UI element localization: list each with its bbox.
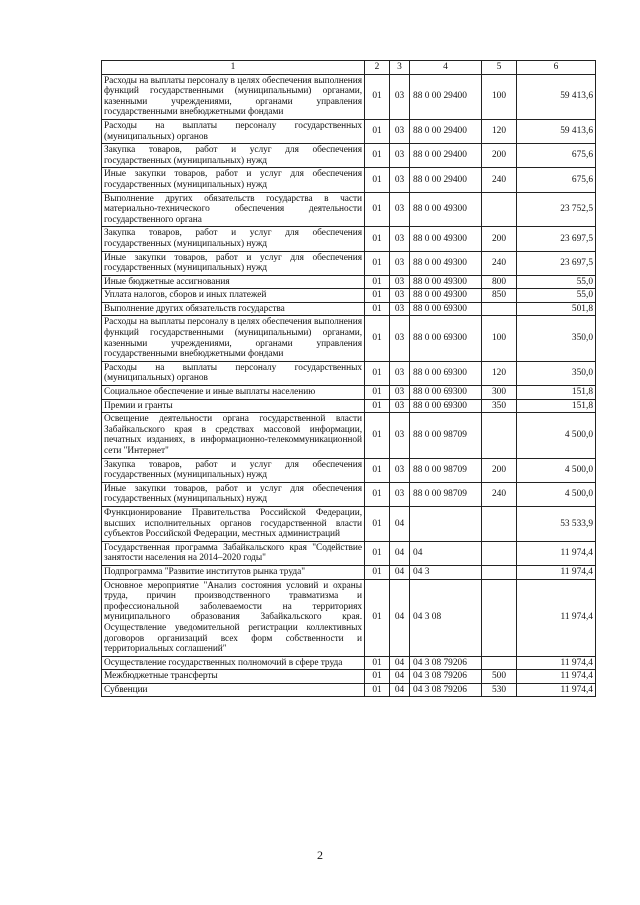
row-subsection: 03	[390, 386, 410, 400]
row-target-article: 88 0 00 98709	[410, 482, 482, 506]
row-subsection: 03	[390, 316, 410, 361]
row-section: 01	[365, 302, 390, 316]
table-row	[102, 579, 596, 656]
row-name: Социальное обеспечение и иные выплаты населению	[102, 386, 365, 400]
row-expense-type: 100	[482, 74, 517, 119]
row-subsection: 04	[390, 565, 410, 579]
budget-table	[101, 60, 596, 697]
row-target-article: 04	[410, 541, 482, 565]
row-expense-type	[482, 506, 517, 541]
col-header-section: 2	[365, 61, 390, 75]
table-row	[102, 670, 596, 684]
row-subsection: 03	[390, 458, 410, 482]
row-name: Иные закупки товаров, работ и услуг для обеспечения государственных (муниципальных) нужд	[102, 251, 365, 275]
row-subsection: 03	[390, 275, 410, 289]
row-target-article: 88 0 00 98709	[410, 413, 482, 458]
row-amount: 59 413,6	[517, 119, 596, 143]
row-subsection: 03	[390, 302, 410, 316]
row-target-article: 88 0 00 49300	[410, 289, 482, 303]
row-expense-type: 500	[482, 670, 517, 684]
row-name: Закупка товаров, работ и услуг для обеспечения государственных (муниципальных) нужд	[102, 458, 365, 482]
row-amount: 23 697,5	[517, 251, 596, 275]
row-amount: 11 974,4	[517, 579, 596, 656]
row-target-article: 04 3 08	[410, 579, 482, 656]
row-section: 01	[365, 656, 390, 670]
row-section: 01	[365, 565, 390, 579]
row-name: Государственная программа Забайкальского края "Содействие занятости населения на 2014–2020 годы"	[102, 541, 365, 565]
row-name: Уплата налогов, сборов и иных платежей	[102, 289, 365, 303]
row-amount: 350,0	[517, 316, 596, 361]
row-target-article: 88 0 00 49300	[410, 275, 482, 289]
row-name: Межбюджетные трансферты	[102, 670, 365, 684]
row-expense-type: 200	[482, 458, 517, 482]
table-row	[102, 275, 596, 289]
row-name: Расходы на выплаты персоналу государственных (муниципальных) органов	[102, 361, 365, 385]
row-subsection: 03	[390, 399, 410, 413]
row-section: 01	[365, 192, 390, 227]
row-name: Основное мероприятие "Анализ состояния условий и охраны труда, причин производственного травматизма и профессиональной заболеваемости на территориях муниципального образования Забайкальского края. Осуществление уведомительной регистрации коллективных договоров организаций всех форм собственности и территориальных соглашений"	[102, 579, 365, 656]
row-subsection: 03	[390, 251, 410, 275]
row-subsection: 03	[390, 144, 410, 168]
table-row	[102, 289, 596, 303]
row-name: Расходы на выплаты персоналу государственных (муниципальных) органов	[102, 119, 365, 143]
row-section: 01	[365, 670, 390, 684]
row-subsection: 03	[390, 413, 410, 458]
row-expense-type: 240	[482, 251, 517, 275]
row-amount: 151,8	[517, 399, 596, 413]
row-expense-type: 530	[482, 683, 517, 697]
row-name: Осуществление государственных полномочий в сфере труда	[102, 656, 365, 670]
row-name: Функционирование Правительства Российской Федерации, высших исполнительных органов государственной власти субъектов Российской Федерации, местных администраций	[102, 506, 365, 541]
row-expense-type: 200	[482, 144, 517, 168]
row-target-article: 88 0 00 29400	[410, 74, 482, 119]
row-expense-type	[482, 565, 517, 579]
row-subsection: 03	[390, 227, 410, 251]
row-name: Премии и гранты	[102, 399, 365, 413]
row-expense-type	[482, 579, 517, 656]
row-section: 01	[365, 289, 390, 303]
row-name: Закупка товаров, работ и услуг для обеспечения государственных (муниципальных) нужд	[102, 144, 365, 168]
row-subsection: 03	[390, 168, 410, 192]
row-section: 01	[365, 506, 390, 541]
row-subsection: 03	[390, 289, 410, 303]
row-expense-type	[482, 413, 517, 458]
row-section: 01	[365, 683, 390, 697]
row-amount: 59 413,6	[517, 74, 596, 119]
row-name: Освещение деятельности органа государственной власти Забайкальского края в средствах массовой информации, печатных изданиях, в информационно-телекоммуникационной сети "Интернет"	[102, 413, 365, 458]
page-number: 2	[317, 848, 323, 862]
table-row	[102, 656, 596, 670]
row-target-article: 88 0 00 69300	[410, 386, 482, 400]
row-name: Подпрограмма "Развитие институтов рынка труда"	[102, 565, 365, 579]
row-amount: 675,6	[517, 168, 596, 192]
row-amount: 23 697,5	[517, 227, 596, 251]
row-target-article: 88 0 00 29400	[410, 168, 482, 192]
row-subsection: 03	[390, 482, 410, 506]
row-subsection: 03	[390, 74, 410, 119]
row-section: 01	[365, 74, 390, 119]
row-target-article: 88 0 00 69300	[410, 399, 482, 413]
row-amount: 23 752,5	[517, 192, 596, 227]
row-expense-type: 350	[482, 399, 517, 413]
table-row	[102, 413, 596, 458]
table-row	[102, 168, 596, 192]
row-name: Иные закупки товаров, работ и услуг для обеспечения государственных (муниципальных) нужд	[102, 168, 365, 192]
row-name: Иные закупки товаров, работ и услуг для обеспечения государственных (муниципальных) нужд	[102, 482, 365, 506]
row-name: Выполнение других обязательств государства в части материально-технического обеспечения деятельности государственного органа	[102, 192, 365, 227]
row-name: Расходы на выплаты персоналу в целях обеспечения выполнения функций государственными (муниципальными) органами, казенными учреждениями, органами управления государственными внебюджетными фондами	[102, 316, 365, 361]
row-section: 01	[365, 413, 390, 458]
row-expense-type: 300	[482, 386, 517, 400]
row-name: Расходы на выплаты персоналу в целях обеспечения выполнения функций государственными (муниципальными) органами, казенными учреждениями, органами управления государственными внебюджетными фондами	[102, 74, 365, 119]
table-row	[102, 302, 596, 316]
row-target-article: 04 3	[410, 565, 482, 579]
row-amount: 4 500,0	[517, 482, 596, 506]
row-expense-type	[482, 302, 517, 316]
row-amount: 4 500,0	[517, 413, 596, 458]
row-section: 01	[365, 251, 390, 275]
table-row	[102, 506, 596, 541]
table-row	[102, 192, 596, 227]
row-expense-type: 240	[482, 168, 517, 192]
table-row	[102, 386, 596, 400]
row-subsection: 03	[390, 361, 410, 385]
row-amount: 53 533,9	[517, 506, 596, 541]
row-amount: 11 974,4	[517, 683, 596, 697]
row-section: 01	[365, 275, 390, 289]
row-section: 01	[365, 361, 390, 385]
row-expense-type	[482, 656, 517, 670]
row-target-article: 88 0 00 69300	[410, 361, 482, 385]
row-expense-type: 850	[482, 289, 517, 303]
row-amount: 501,8	[517, 302, 596, 316]
row-subsection: 04	[390, 656, 410, 670]
table-row	[102, 399, 596, 413]
row-expense-type: 800	[482, 275, 517, 289]
row-amount: 11 974,4	[517, 565, 596, 579]
row-section: 01	[365, 144, 390, 168]
row-name: Иные бюджетные ассигнования	[102, 275, 365, 289]
row-expense-type: 240	[482, 482, 517, 506]
row-expense-type: 120	[482, 119, 517, 143]
row-subsection: 04	[390, 541, 410, 565]
row-subsection: 04	[390, 506, 410, 541]
row-amount: 11 974,4	[517, 670, 596, 684]
row-section: 01	[365, 579, 390, 656]
row-section: 01	[365, 316, 390, 361]
budget-table-container	[101, 60, 595, 697]
row-section: 01	[365, 119, 390, 143]
row-target-article: 88 0 00 29400	[410, 119, 482, 143]
row-name: Выполнение других обязательств государства	[102, 302, 365, 316]
col-header-expense-type: 5	[482, 61, 517, 75]
row-amount: 151,8	[517, 386, 596, 400]
row-name: Субвенции	[102, 683, 365, 697]
row-target-article: 88 0 00 69300	[410, 316, 482, 361]
row-expense-type: 100	[482, 316, 517, 361]
row-subsection: 03	[390, 192, 410, 227]
row-expense-type: 200	[482, 227, 517, 251]
col-header-name: 1	[102, 61, 365, 75]
row-amount: 55,0	[517, 275, 596, 289]
table-row	[102, 74, 596, 119]
row-amount: 675,6	[517, 144, 596, 168]
row-target-article: 88 0 00 29400	[410, 144, 482, 168]
row-expense-type	[482, 192, 517, 227]
table-row	[102, 227, 596, 251]
row-section: 01	[365, 399, 390, 413]
table-row	[102, 251, 596, 275]
row-amount: 11 974,4	[517, 541, 596, 565]
table-row	[102, 458, 596, 482]
row-amount: 11 974,4	[517, 656, 596, 670]
table-row	[102, 683, 596, 697]
col-header-target-article: 4	[410, 61, 482, 75]
row-amount: 350,0	[517, 361, 596, 385]
row-subsection: 04	[390, 670, 410, 684]
table-row	[102, 482, 596, 506]
row-expense-type: 120	[482, 361, 517, 385]
table-row	[102, 541, 596, 565]
table-row	[102, 316, 596, 361]
row-target-article: 88 0 00 98709	[410, 458, 482, 482]
table-row	[102, 119, 596, 143]
row-section: 01	[365, 227, 390, 251]
row-section: 01	[365, 386, 390, 400]
row-subsection: 03	[390, 119, 410, 143]
row-section: 01	[365, 458, 390, 482]
row-section: 01	[365, 482, 390, 506]
table-row	[102, 144, 596, 168]
row-amount: 4 500,0	[517, 458, 596, 482]
table-row	[102, 565, 596, 579]
table-row	[102, 361, 596, 385]
row-name: Закупка товаров, работ и услуг для обеспечения государственных (муниципальных) нужд	[102, 227, 365, 251]
row-amount: 55,0	[517, 289, 596, 303]
row-expense-type	[482, 541, 517, 565]
row-subsection: 04	[390, 683, 410, 697]
row-section: 01	[365, 541, 390, 565]
row-target-article: 04 3 08 79206	[410, 656, 482, 670]
row-target-article: 88 0 00 69300	[410, 302, 482, 316]
col-header-subsection: 3	[390, 61, 410, 75]
row-section: 01	[365, 168, 390, 192]
row-target-article: 88 0 00 49300	[410, 251, 482, 275]
row-target-article: 88 0 00 49300	[410, 192, 482, 227]
row-target-article	[410, 506, 482, 541]
col-header-amount: 6	[517, 61, 596, 75]
row-target-article: 04 3 08 79206	[410, 683, 482, 697]
header-row	[102, 61, 596, 75]
row-target-article: 88 0 00 49300	[410, 227, 482, 251]
row-target-article: 04 3 08 79206	[410, 670, 482, 684]
row-subsection: 04	[390, 579, 410, 656]
